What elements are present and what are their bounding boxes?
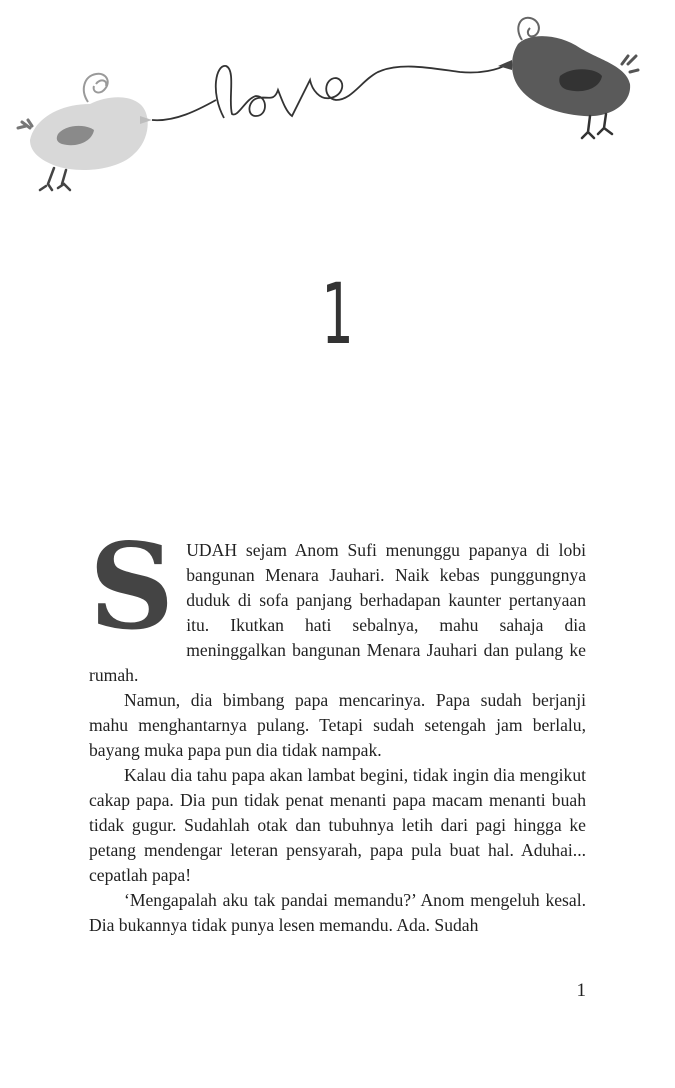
page-number: 1 — [576, 980, 586, 1001]
paragraph: Kalau dia tahu papa akan lambat begini, tidak ingin dia mengikut cakap papa. Dia pun tidak penat menanti papa macam menanti buah tidak gugur. Sudahlah otak dan tubuhnya letih dari pagi hingga ke petang mendengar leteran pensyarah, papa pula buat hal. Aduhai... cepatlah papa! — [89, 765, 586, 885]
light-bird-icon — [18, 74, 152, 190]
love-script-line — [152, 64, 508, 120]
first-paragraph — [89, 517, 586, 688]
drop-cap: S — [89, 517, 175, 656]
paragraph: Namun, dia bimbang papa mencarinya. Papa sudah berjanji mahu menghantarnya pulang. Tetapi sudah setengah jam berlalu, bayang muka papa pun dia tidak nampak. — [89, 690, 586, 760]
header-illustration — [0, 0, 675, 210]
chapter-body-text — [89, 517, 586, 938]
dark-bird-icon — [498, 18, 638, 138]
paragraph: ‘Mengapalah aku tak pandai memandu?’ Anom mengeluh kesal. Dia bukannya tidak punya lesen memandu. Ada. Sudah — [89, 890, 586, 935]
chapter-number: 1 — [321, 265, 354, 363]
birds-love-illustration — [0, 0, 675, 210]
first-paragraph-text: UDAH sejam Anom Sufi menunggu papanya di lobi bangunan Menara Jauhari. Naik kebas punggungnya duduk di sofa panjang berhadapan kaunter pertanyaan itu. Ikutkan hati sebalnya, mahu sahaja dia meninggalkan bangunan Menara Jauhari dan pulang ke rumah. — [89, 540, 586, 685]
